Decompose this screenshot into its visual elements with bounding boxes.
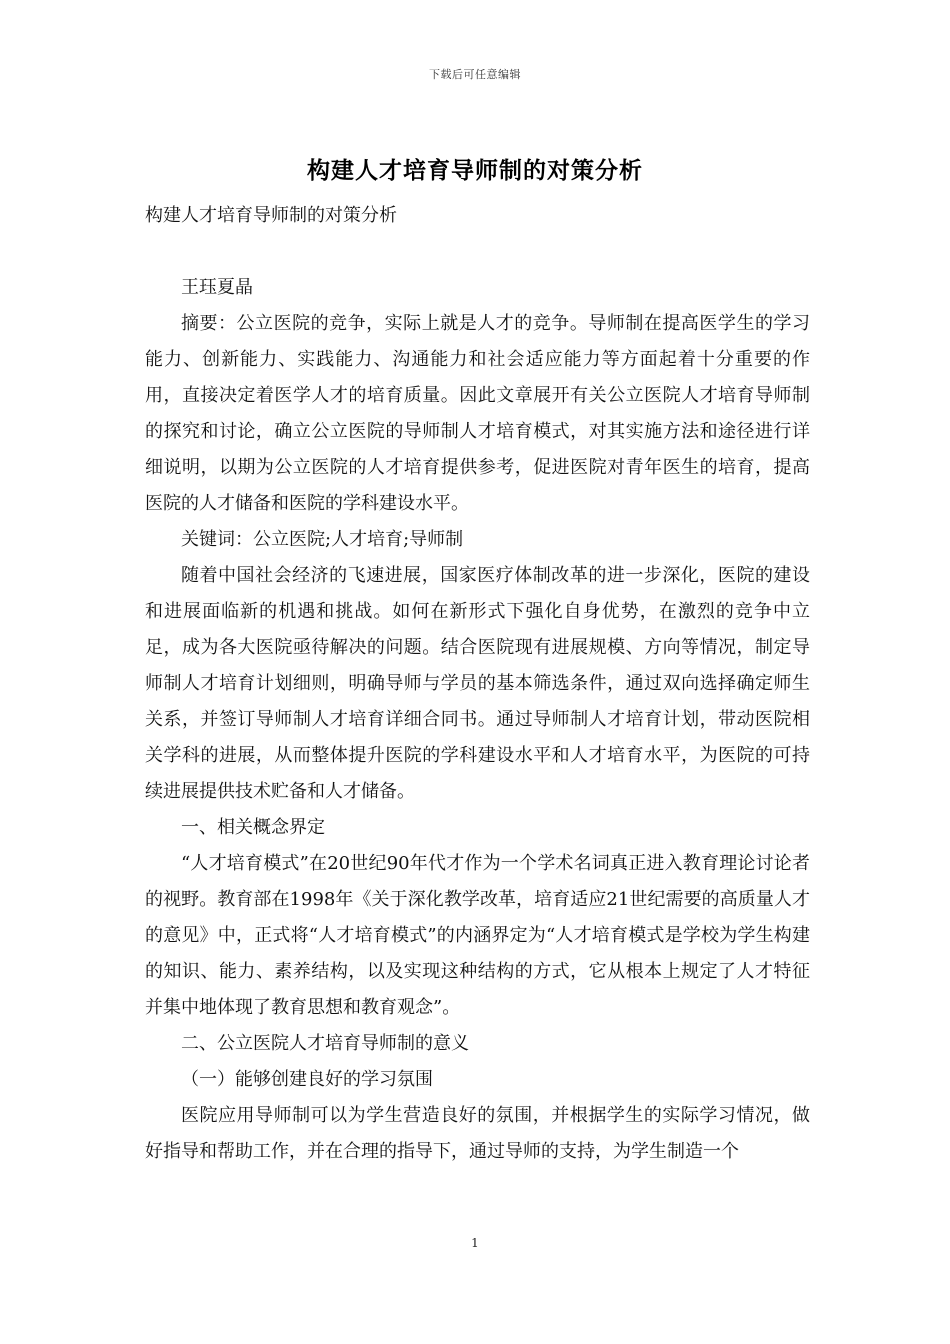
section-heading-1: 一、相关概念界定 <box>181 817 325 838</box>
page-number: 1 <box>471 1236 479 1250</box>
document-title: 构建人才培育导师制的对策分析 <box>307 158 643 184</box>
section-1-paragraph: “人才培育模式”在20世纪90年代才作为一个学术名词真正进入教育理论讨论者的视野。教育部在1998年《关于深化教学改革，培育适应21世纪需要的高质量人才的意见》中，正式将“人才培育模式”的内涵界定为“人才培育模式是学校为学生构建的知识、能力、素养结构，以及实现这种结构的方式，它从根本上规定了人才特征并集中地体现了教育思想和教育观念”。 <box>145 853 810 1018</box>
subsection-heading-1: （一）能够创建良好的学习氛围 <box>181 1069 433 1090</box>
document-body <box>145 198 810 1170</box>
keywords-line: 关键词：公立医院;人才培育;导师制 <box>181 529 464 550</box>
intro-paragraph: 随着中国社会经济的飞速进展，国家医疗体制改革的进一步深化，医院的建设和进展面临新的机遇和挑战。如何在新形式下强化自身优势，在激烈的竞争中立足，成为各大医院亟待解决的问题。结合医院现有进展规模、方向等情况，制定导师制人才培育计划细则，明确导师与学员的基本筛选条件，通过双向选择确定师生关系，并签订导师制人才培育详细合同书。通过导师制人才培育计划，带动医院相关学科的进展，从而整体提升医院的学科建设水平和人才培育水平，为医院的可持续进展提供技术贮备和人才储备。 <box>145 565 810 802</box>
section-heading-2: 二、公立医院人才培育导师制的意义 <box>181 1033 469 1054</box>
author-line: 王珏夏晶 <box>181 277 253 298</box>
document-subtitle: 构建人才培育导师制的对策分析 <box>145 205 397 226</box>
subsection-1-paragraph: 医院应用导师制可以为学生营造良好的氛围，并根据学生的实际学习情况，做好指导和帮助工作，并在合理的指导下，通过导师的支持，为学生制造一个 <box>145 1105 810 1162</box>
abstract-paragraph: 摘要：公立医院的竞争，实际上就是人才的竞争。导师制在提高医学生的学习能力、创新能力、实践能力、沟通能力和社会适应能力等方面起着十分重要的作用，直接决定着医学人才的培育质量。因此文章展开有关公立医院人才培育导师制的探究和讨论，确立公立医院的导师制人才培育模式，对其实施方法和途径进行详细说明，以期为公立医院的人才培育提供参考，促进医院对青年医生的培育，提高医院的人才储备和医院的学科建设水平。 <box>145 313 810 514</box>
page-header-note: 下载后可任意编辑 <box>429 68 521 81</box>
